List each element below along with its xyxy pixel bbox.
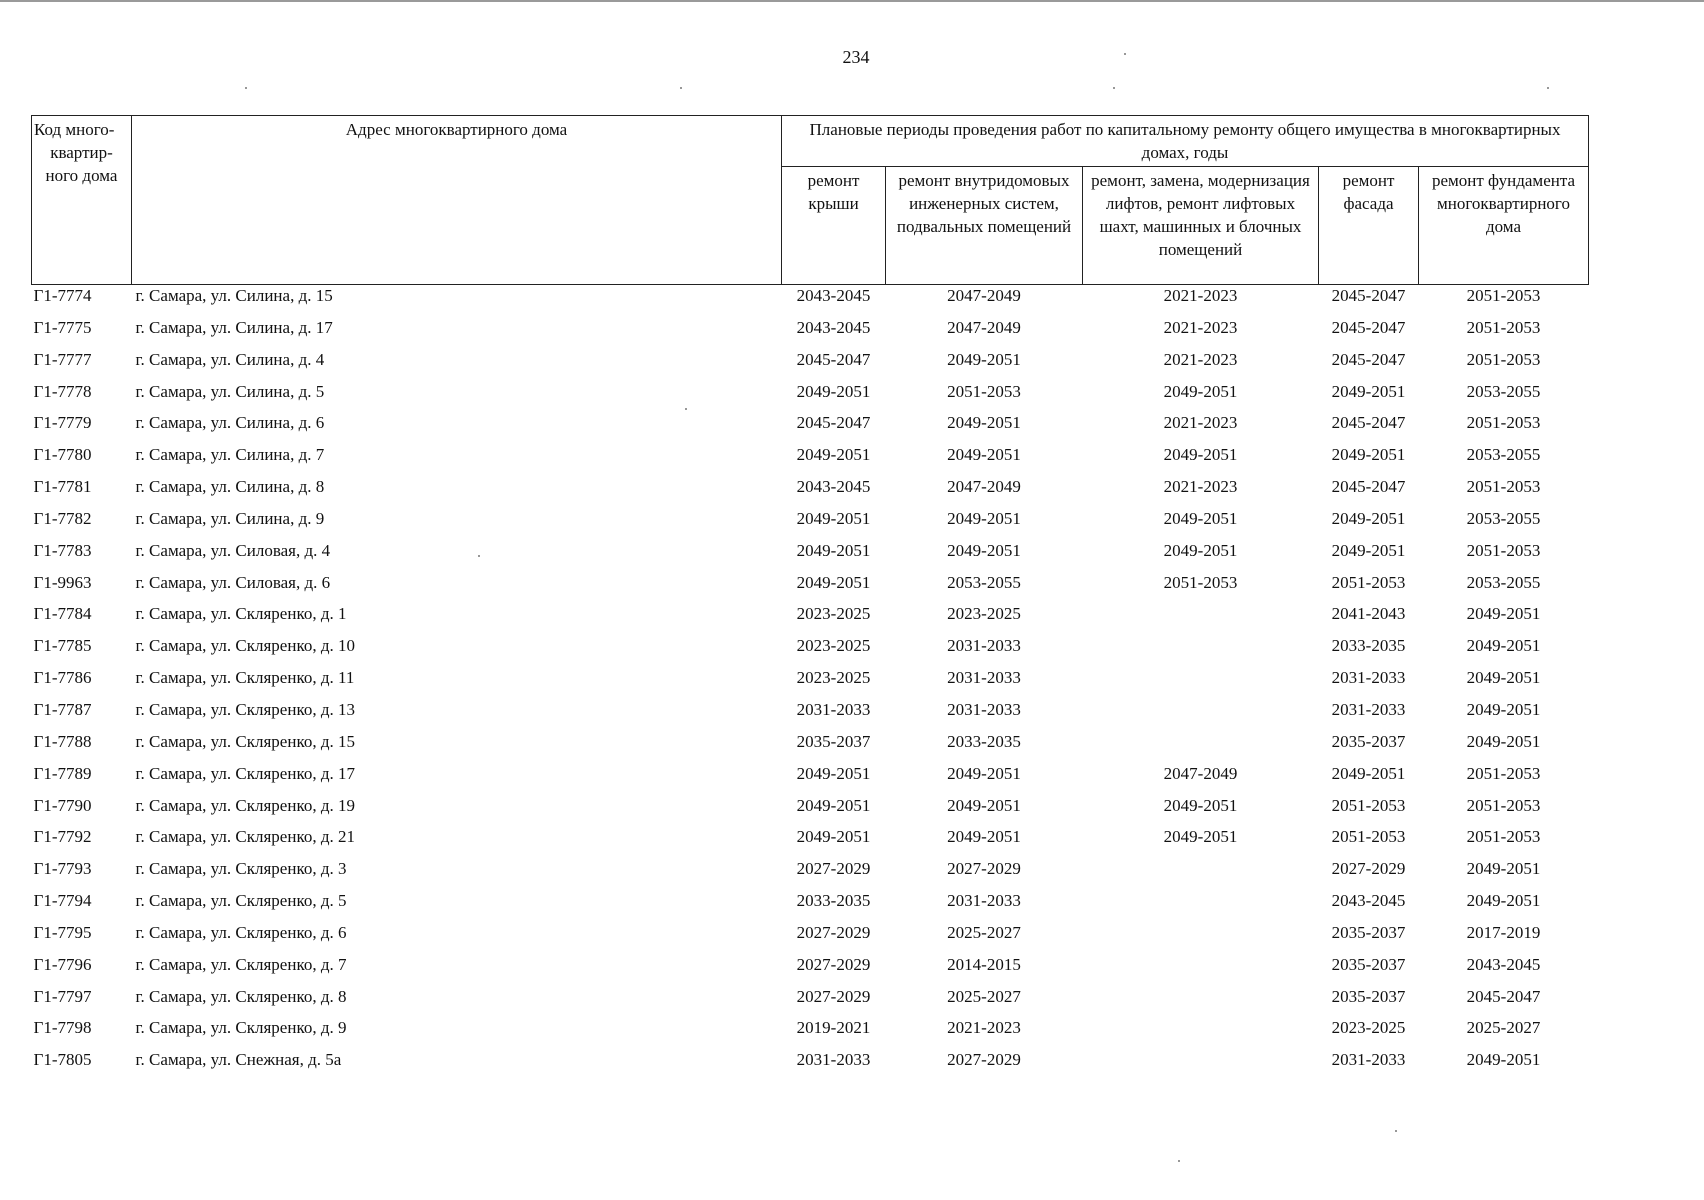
- scan-speck: [245, 87, 247, 89]
- lifts-period-cell: 2049-2051: [1163, 540, 1238, 560]
- address-cell: г. Самара, ул. Скляренко, д. 5: [135, 891, 347, 911]
- address-cell: г. Самара, ул. Скляренко, д. 3: [135, 859, 347, 879]
- foundation-period-cell: 2051-2053: [1466, 477, 1541, 497]
- table-row: [32, 285, 1589, 317]
- facade-period-cell: 2051-2053: [1331, 795, 1406, 815]
- address-cell: г. Самара, ул. Скляренко, д. 13: [135, 699, 355, 719]
- lifts-period-cell: [1083, 890, 1319, 922]
- facade-period-cell: 2051-2053: [1331, 827, 1406, 847]
- foundation-period-cell: 2051-2053: [1466, 317, 1541, 337]
- roof-period-cell: 2023-2025: [796, 668, 871, 688]
- facade-period-cell: 2045-2047: [1331, 413, 1406, 433]
- systems-period-cell: 2049-2051: [947, 795, 1021, 815]
- roof-period-cell: 2027-2029: [796, 922, 871, 942]
- address-cell: г. Самара, ул. Скляренко, д. 11: [135, 668, 355, 688]
- house-code-cell: Г1-7796: [33, 954, 92, 974]
- facade-period-cell: 2023-2025: [1331, 1018, 1406, 1038]
- address-cell: г. Самара, ул. Силина, д. 7: [135, 445, 325, 465]
- lifts-period-cell: [1083, 1017, 1319, 1049]
- facade-period-cell: 2031-2033: [1331, 699, 1406, 719]
- roof-period-cell: 2035-2037: [796, 731, 871, 751]
- lifts-period-cell: [1083, 699, 1319, 731]
- lifts-period-cell: [1083, 858, 1319, 890]
- systems-period-cell: 2023-2025: [947, 604, 1021, 624]
- header-address: Адрес многоквартирного дома: [132, 116, 782, 285]
- table-row: [32, 890, 1589, 922]
- roof-period-cell: 2049-2051: [796, 827, 871, 847]
- systems-period-cell: 2049-2051: [947, 763, 1021, 783]
- facade-period-cell: 2043-2045: [1331, 891, 1406, 911]
- table-row: [32, 1049, 1589, 1081]
- systems-period-cell: 2021-2023: [947, 1018, 1021, 1038]
- table-row: [32, 412, 1589, 444]
- header-plan-periods: Плановые периоды проведения работ по капитальному ремонту общего имущества в многоквартирных домах, годы: [782, 116, 1589, 167]
- lifts-period-cell: 2021-2023: [1163, 317, 1238, 337]
- scan-speck: [1178, 1160, 1180, 1162]
- systems-period-cell: 2047-2049: [947, 477, 1021, 497]
- house-code-cell: Г1-7797: [33, 986, 92, 1006]
- roof-period-cell: 2023-2025: [796, 636, 871, 656]
- foundation-period-cell: 2053-2055: [1466, 508, 1541, 528]
- address-cell: г. Самара, ул. Скляренко, д. 8: [135, 986, 347, 1006]
- table-row: [32, 317, 1589, 349]
- systems-period-cell: 2027-2029: [947, 1050, 1021, 1070]
- house-code-cell: Г1-9963: [33, 572, 92, 592]
- house-code-cell: Г1-7783: [33, 540, 92, 560]
- house-code-cell: Г1-7782: [33, 508, 92, 528]
- address-cell: г. Самара, ул. Скляренко, д. 21: [135, 827, 355, 847]
- lifts-period-cell: 2021-2023: [1163, 349, 1238, 369]
- roof-period-cell: 2031-2033: [796, 699, 871, 719]
- capital-repair-schedule-table: [31, 115, 1589, 1081]
- systems-period-cell: 2031-2033: [947, 668, 1021, 688]
- lifts-period-cell: 2021-2023: [1163, 286, 1238, 305]
- address-cell: г. Самара, ул. Силовая, д. 6: [135, 572, 331, 592]
- facade-period-cell: 2033-2035: [1331, 636, 1406, 656]
- systems-period-cell: 2049-2051: [947, 413, 1021, 433]
- roof-period-cell: 2049-2051: [796, 381, 871, 401]
- roof-period-cell: 2027-2029: [796, 954, 871, 974]
- facade-period-cell: 2049-2051: [1331, 540, 1406, 560]
- address-cell: г. Самара, ул. Силина, д. 8: [135, 477, 325, 497]
- roof-period-cell: 2049-2051: [796, 763, 871, 783]
- roof-period-cell: 2045-2047: [796, 413, 871, 433]
- address-cell: г. Самара, ул. Скляренко, д. 9: [135, 1018, 347, 1038]
- house-code-cell: Г1-7777: [33, 349, 92, 369]
- header-facade: ремонт фасада: [1319, 167, 1419, 285]
- address-cell: г. Самара, ул. Скляренко, д. 19: [135, 795, 355, 815]
- table-row: [32, 349, 1589, 381]
- table-row: [32, 986, 1589, 1018]
- foundation-period-cell: 2051-2053: [1466, 763, 1541, 783]
- lifts-period-cell: [1083, 603, 1319, 635]
- table-row: [32, 858, 1589, 890]
- lifts-period-cell: 2051-2053: [1163, 572, 1238, 592]
- facade-period-cell: 2041-2043: [1331, 604, 1406, 624]
- scan-speck: [1113, 87, 1115, 89]
- foundation-period-cell: 2045-2047: [1466, 986, 1541, 1006]
- lifts-period-cell: [1083, 731, 1319, 763]
- systems-period-cell: 2031-2033: [947, 636, 1021, 656]
- systems-period-cell: 2047-2049: [947, 286, 1021, 305]
- scan-top-edge: [0, 0, 1704, 2]
- house-code-cell: Г1-7780: [33, 445, 92, 465]
- roof-period-cell: 2031-2033: [796, 1050, 871, 1070]
- facade-period-cell: 2045-2047: [1331, 349, 1406, 369]
- systems-period-cell: 2047-2049: [947, 317, 1021, 337]
- house-code-cell: Г1-7784: [33, 604, 92, 624]
- table-row: [32, 635, 1589, 667]
- roof-period-cell: 2045-2047: [796, 349, 871, 369]
- facade-period-cell: 2035-2037: [1331, 986, 1406, 1006]
- systems-period-cell: 2049-2051: [947, 349, 1021, 369]
- systems-period-cell: 2025-2027: [947, 922, 1021, 942]
- foundation-period-cell: 2049-2051: [1466, 636, 1541, 656]
- roof-period-cell: 2027-2029: [796, 986, 871, 1006]
- house-code-cell: Г1-7775: [33, 317, 92, 337]
- lifts-period-cell: [1083, 635, 1319, 667]
- foundation-period-cell: 2017-2019: [1466, 922, 1541, 942]
- table-row: [32, 1017, 1589, 1049]
- address-cell: г. Самара, ул. Силовая, д. 4: [135, 540, 331, 560]
- header-code-line: ного дома: [45, 166, 118, 185]
- header-lifts: ремонт, замена, модернизация лифтов, ремонт лифтовых шахт, машинных и блочных помещений: [1083, 167, 1319, 285]
- table-row: [32, 922, 1589, 954]
- foundation-period-cell: 2051-2053: [1466, 827, 1541, 847]
- facade-period-cell: 2031-2033: [1331, 1050, 1406, 1070]
- roof-period-cell: 2019-2021: [796, 1018, 871, 1038]
- systems-period-cell: 2053-2055: [947, 572, 1021, 592]
- foundation-period-cell: 2043-2045: [1466, 954, 1541, 974]
- facade-period-cell: 2035-2037: [1331, 922, 1406, 942]
- lifts-period-cell: [1083, 954, 1319, 986]
- table-row: [32, 572, 1589, 604]
- roof-period-cell: 2049-2051: [796, 795, 871, 815]
- house-code-cell: Г1-7778: [33, 381, 92, 401]
- table-row: [32, 476, 1589, 508]
- address-cell: г. Самара, ул. Скляренко, д. 15: [135, 731, 355, 751]
- house-code-cell: Г1-7805: [33, 1050, 92, 1070]
- systems-period-cell: 2033-2035: [947, 731, 1021, 751]
- foundation-period-cell: 2051-2053: [1466, 413, 1541, 433]
- header-code-line: Код много-: [34, 120, 115, 139]
- house-code-cell: Г1-7792: [33, 827, 92, 847]
- foundation-period-cell: 2051-2053: [1466, 795, 1541, 815]
- facade-period-cell: 2031-2033: [1331, 668, 1406, 688]
- address-cell: г. Самара, ул. Силина, д. 6: [135, 413, 325, 433]
- foundation-period-cell: 2053-2055: [1466, 572, 1541, 592]
- foundation-period-cell: 2053-2055: [1466, 381, 1541, 401]
- facade-period-cell: 2035-2037: [1331, 731, 1406, 751]
- address-cell: г. Самара, ул. Силина, д. 15: [135, 286, 333, 305]
- scan-speck: [1395, 1130, 1397, 1132]
- roof-period-cell: 2033-2035: [796, 891, 871, 911]
- house-code-cell: Г1-7790: [33, 795, 92, 815]
- house-code-cell: Г1-7779: [33, 413, 92, 433]
- table-row: [32, 826, 1589, 858]
- house-code-cell: Г1-7793: [33, 859, 92, 879]
- facade-period-cell: 2045-2047: [1331, 317, 1406, 337]
- roof-period-cell: 2043-2045: [796, 317, 871, 337]
- foundation-period-cell: 2049-2051: [1466, 859, 1541, 879]
- house-code-cell: Г1-7786: [33, 668, 92, 688]
- table-row: [32, 667, 1589, 699]
- address-cell: г. Самара, ул. Скляренко, д. 6: [135, 922, 347, 942]
- lifts-period-cell: 2047-2049: [1163, 763, 1238, 783]
- house-code-cell: Г1-7774: [33, 286, 92, 305]
- house-code-cell: Г1-7789: [33, 763, 92, 783]
- house-code-cell: Г1-7794: [33, 891, 92, 911]
- address-cell: г. Самара, ул. Силина, д. 9: [135, 508, 325, 528]
- table-row: [32, 381, 1589, 413]
- house-code-cell: Г1-7781: [33, 477, 92, 497]
- roof-period-cell: 2023-2025: [796, 604, 871, 624]
- roof-period-cell: 2049-2051: [796, 540, 871, 560]
- roof-period-cell: 2027-2029: [796, 859, 871, 879]
- header-foundation: ремонт фундамента многоквартирного дома: [1419, 167, 1589, 285]
- facade-period-cell: 2045-2047: [1331, 477, 1406, 497]
- roof-period-cell: 2049-2051: [796, 572, 871, 592]
- foundation-period-cell: 2049-2051: [1466, 1050, 1541, 1070]
- address-cell: г. Самара, ул. Скляренко, д. 17: [135, 763, 355, 783]
- table-row: [32, 603, 1589, 635]
- systems-period-cell: 2049-2051: [947, 508, 1021, 528]
- header-code-line: квартир-: [50, 143, 113, 162]
- systems-period-cell: 2051-2053: [947, 381, 1021, 401]
- page-number: 234: [842, 47, 870, 67]
- facade-period-cell: 2045-2047: [1331, 286, 1406, 305]
- table-row: [32, 954, 1589, 986]
- table-row: [32, 731, 1589, 763]
- facade-period-cell: 2035-2037: [1331, 954, 1406, 974]
- lifts-period-cell: [1083, 667, 1319, 699]
- address-cell: г. Самара, ул. Силина, д. 4: [135, 349, 325, 369]
- lifts-period-cell: [1083, 986, 1319, 1018]
- facade-period-cell: 2049-2051: [1331, 763, 1406, 783]
- lifts-period-cell: 2049-2051: [1163, 445, 1238, 465]
- lifts-period-cell: 2021-2023: [1163, 477, 1238, 497]
- foundation-period-cell: 2049-2051: [1466, 731, 1541, 751]
- roof-period-cell: 2049-2051: [796, 508, 871, 528]
- address-cell: г. Самара, ул. Скляренко, д. 10: [135, 636, 355, 656]
- table-body: [32, 285, 1589, 1082]
- roof-period-cell: 2043-2045: [796, 477, 871, 497]
- systems-period-cell: 2049-2051: [947, 445, 1021, 465]
- foundation-period-cell: 2051-2053: [1466, 286, 1541, 305]
- systems-period-cell: 2025-2027: [947, 986, 1021, 1006]
- systems-period-cell: 2027-2029: [947, 859, 1021, 879]
- foundation-period-cell: 2049-2051: [1466, 699, 1541, 719]
- lifts-period-cell: [1083, 1049, 1319, 1081]
- foundation-period-cell: 2049-2051: [1466, 604, 1541, 624]
- table-row: [32, 763, 1589, 795]
- facade-period-cell: 2027-2029: [1331, 859, 1406, 879]
- foundation-period-cell: 2049-2051: [1466, 668, 1541, 688]
- house-code-cell: Г1-7785: [33, 636, 92, 656]
- facade-period-cell: 2051-2053: [1331, 572, 1406, 592]
- systems-period-cell: 2049-2051: [947, 540, 1021, 560]
- header-roof: ремонт крыши: [782, 167, 886, 285]
- lifts-period-cell: 2021-2023: [1163, 413, 1238, 433]
- lifts-period-cell: 2049-2051: [1163, 508, 1238, 528]
- foundation-period-cell: 2051-2053: [1466, 349, 1541, 369]
- foundation-period-cell: 2053-2055: [1466, 445, 1541, 465]
- table-row: [32, 699, 1589, 731]
- address-cell: г. Самара, ул. Скляренко, д. 7: [135, 954, 347, 974]
- house-code-cell: Г1-7787: [33, 699, 92, 719]
- table-row: [32, 508, 1589, 540]
- systems-period-cell: 2014-2015: [947, 954, 1021, 974]
- facade-period-cell: 2049-2051: [1331, 445, 1406, 465]
- foundation-period-cell: 2049-2051: [1466, 891, 1541, 911]
- lifts-period-cell: 2049-2051: [1163, 795, 1238, 815]
- address-cell: г. Самара, ул. Снежная, д. 5а: [135, 1050, 342, 1070]
- table-row: [32, 444, 1589, 476]
- house-code-cell: Г1-7798: [33, 1018, 92, 1038]
- address-cell: г. Самара, ул. Скляренко, д. 1: [135, 604, 347, 624]
- scan-speck: [1124, 53, 1126, 55]
- systems-period-cell: 2049-2051: [947, 827, 1021, 847]
- house-code-cell: Г1-7795: [33, 922, 92, 942]
- lifts-period-cell: 2049-2051: [1163, 827, 1238, 847]
- foundation-period-cell: 2051-2053: [1466, 540, 1541, 560]
- roof-period-cell: 2043-2045: [796, 286, 871, 305]
- facade-period-cell: 2049-2051: [1331, 381, 1406, 401]
- scan-speck: [680, 87, 682, 89]
- house-code-cell: Г1-7788: [33, 731, 92, 751]
- table-row: [32, 795, 1589, 827]
- scan-speck: [1547, 87, 1549, 89]
- foundation-period-cell: 2025-2027: [1466, 1018, 1541, 1038]
- address-cell: г. Самара, ул. Силина, д. 5: [135, 381, 325, 401]
- systems-period-cell: 2031-2033: [947, 891, 1021, 911]
- header-house-code: [32, 116, 132, 285]
- lifts-period-cell: [1083, 922, 1319, 954]
- lifts-period-cell: 2049-2051: [1163, 381, 1238, 401]
- roof-period-cell: 2049-2051: [796, 445, 871, 465]
- address-cell: г. Самара, ул. Силина, д. 17: [135, 317, 333, 337]
- table-row: [32, 540, 1589, 572]
- header-systems: ремонт внутридомовых инженерных систем, подвальных помещений: [886, 167, 1083, 285]
- systems-period-cell: 2031-2033: [947, 699, 1021, 719]
- facade-period-cell: 2049-2051: [1331, 508, 1406, 528]
